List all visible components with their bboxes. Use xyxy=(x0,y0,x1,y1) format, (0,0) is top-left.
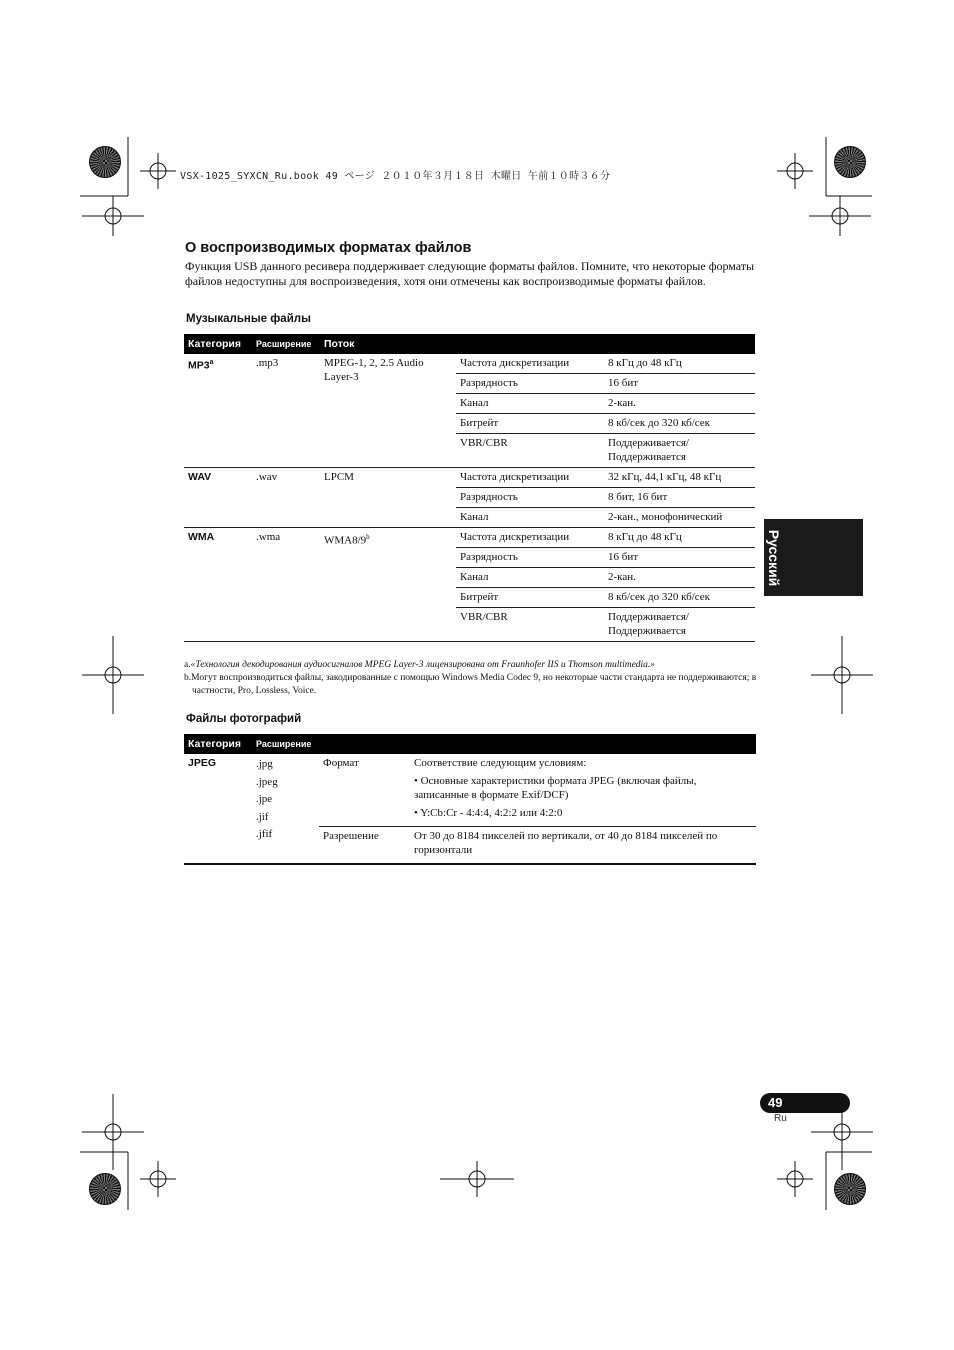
footnote-a-ref: a xyxy=(209,359,214,366)
wav-prop-label: Канал xyxy=(456,508,604,528)
jpeg-extensions: .jpg .jpeg .jpe .jif .jfif xyxy=(256,758,278,840)
wma-stream: WMA8/9 xyxy=(324,534,367,547)
wav-category: WAV xyxy=(184,468,252,528)
wma-prop-label: Разрядность xyxy=(456,548,604,568)
footnotes xyxy=(184,659,759,698)
section-intro: Функция USB данного ресивера поддерживает следующие форматы файлов. Помните, что некоторые форматы файлов недоступны для воспроизведения, хотя они отмечены как воспроизводимые форматы файлов. xyxy=(185,259,755,288)
music-formats-table xyxy=(184,334,755,642)
section-title: О воспроизводимых форматах файлов xyxy=(185,240,472,256)
wma-prop-value: 8 кб/сек до 320 кб/сек xyxy=(604,588,755,608)
mp3-extension: .mp3 xyxy=(252,354,320,468)
wav-prop-value: 2-кан., монофонический xyxy=(604,508,755,528)
jpeg-resolution-label: Разрешение xyxy=(323,830,379,842)
mp3-prop-value: 2-кан. xyxy=(604,394,755,414)
header-extension: Расширение xyxy=(252,334,320,354)
mp3-prop-value: 16 бит xyxy=(604,374,755,394)
photo-header-category: Категория xyxy=(184,734,252,754)
music-files-heading: Музыкальные файлы xyxy=(186,313,311,325)
language-tab-label: Русский xyxy=(766,529,782,587)
wma-prop-value: 8 кГц до 48 кГц xyxy=(604,528,755,548)
page-number: 49 xyxy=(768,1095,783,1110)
mp3-prop-label: Частота дискретизации xyxy=(456,354,604,374)
jpeg-format-conditions: Соответствие следующим условиям: • Основные характеристики формата JPEG (включая файлы, записанные в формате Exif/DCF) • Y:Cb:Cr - 4:4:4, 4:2:2 или 4:2:0 xyxy=(410,754,756,827)
wma-prop-label: Канал xyxy=(456,568,604,588)
photo-formats-table xyxy=(184,734,756,865)
mp3-prop-label: Канал xyxy=(456,394,604,414)
wav-stream: LPCM xyxy=(320,468,456,528)
wma-category: WMA xyxy=(184,528,252,642)
page-language: Ru xyxy=(774,1113,787,1124)
footnote-b: b.Могут воспроизводиться файлы, закодированные с помощью Windows Media Codec 9, но некоторые части стандарта не поддерживаются; в частности, Pro, Lossless, Voice. xyxy=(184,673,757,696)
wav-extension: .wav xyxy=(252,468,320,528)
footnote-a: a.«Технология декодирования аудиосигналов MPEG Layer-3 лицензирована от Fraunhofer IIS и Thomson multimedia.» xyxy=(184,660,656,670)
mp3-stream: MPEG-1, 2, 2.5 Audio Layer-3 xyxy=(320,354,456,468)
wma-prop-value: 2-кан. xyxy=(604,568,755,588)
jpeg-resolution-value: От 30 до 8184 пикселей по вертикали, от 40 до 8184 пикселей по горизонтали xyxy=(414,830,718,856)
mp3-prop-label: Разрядность xyxy=(456,374,604,394)
jpeg-format-label: Формат xyxy=(319,754,410,827)
print-header: VSX-1025_SYXCN_Ru.book 49 ページ ２０１０年３月１８日 木曜日 午前１０時３６分 xyxy=(180,171,611,182)
wav-prop-value: 8 бит, 16 бит xyxy=(604,488,755,508)
wma-extension: .wma xyxy=(252,528,320,642)
header-category: Категория xyxy=(184,334,252,354)
language-side-tab xyxy=(764,519,863,596)
photo-header-extension: Расширение xyxy=(252,734,319,754)
wav-prop-label: Частота дискретизации xyxy=(456,468,604,488)
footnote-b-ref: b xyxy=(366,533,370,541)
mp3-prop-value: 8 кГц до 48 кГц xyxy=(604,354,755,374)
mp3-prop-value: Поддерживается/ Поддерживается xyxy=(604,434,755,468)
photo-files-heading: Файлы фотографий xyxy=(186,713,302,725)
wma-prop-label: Битрейт xyxy=(456,588,604,608)
wma-prop-value: 16 бит xyxy=(604,548,755,568)
wma-prop-label: VBR/CBR xyxy=(456,608,604,642)
mp3-prop-label: Битрейт xyxy=(456,414,604,434)
wma-prop-label: Частота дискретизации xyxy=(456,528,604,548)
jpeg-category: JPEG xyxy=(188,757,217,769)
wav-prop-value: 32 кГц, 44,1 кГц, 48 кГц xyxy=(604,468,755,488)
header-stream: Поток xyxy=(320,334,456,354)
mp3-prop-label: VBR/CBR xyxy=(456,434,604,468)
mp3-prop-value: 8 кб/сек до 320 кб/сек xyxy=(604,414,755,434)
wma-prop-value: Поддерживается/ Поддерживается xyxy=(604,608,755,642)
wav-prop-label: Разрядность xyxy=(456,488,604,508)
mp3-category: MP3 xyxy=(188,359,210,372)
